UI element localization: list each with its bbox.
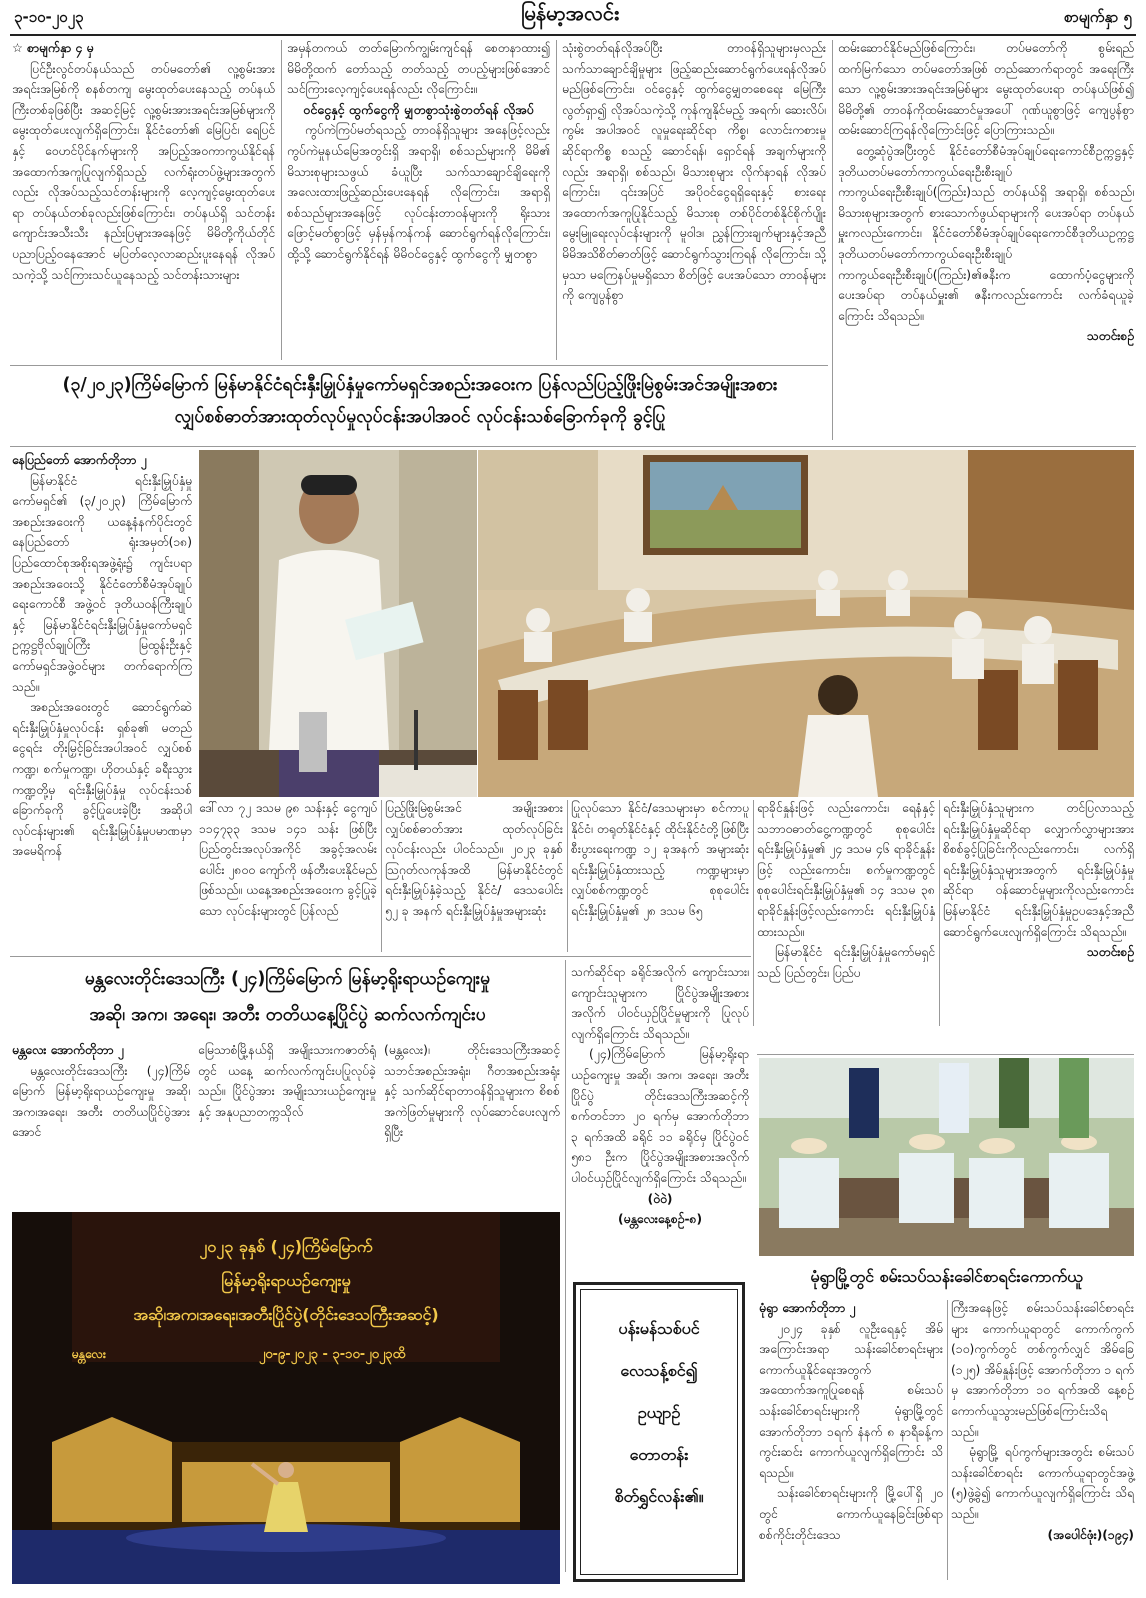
- top-article-col3: [562, 38, 826, 362]
- investment-signature: သတင်းစဉ်: [1086, 945, 1134, 960]
- promo-line4: တောတန်း: [629, 1445, 689, 1464]
- census-text-1: ၂၀၂၄ ခုနှစ် လူဦးရေနှင့် အိမ်အကြောင်းအရာ သန်းခေါင်စာရင်းများ ကောက်ယူနိုင်ရေးအတွက် အထောက်အကူပြုစေရန် စမ်းသပ်သန်းခေါင်စာရင်းများကို မုံရွာမြို့တွင် အောက်တိုဘာ ၁ရက် နံနက် ၈ နာရီခန့်က ကွင်းဆင်း ကောက်ယူလျက်ရှိကြောင်း သိရသည်။: [759, 1321, 943, 1480]
- mandalay-text-1: မန္တလေးတိုင်းဒေသကြီး (၂၄)ကြိမ်မြောက် မြန်မာ့ရိုးရာယဉ်ကျေးမှု အဆို၊အက၊အရေး၊ အတီး တတိယပြိုင်ပွဲအား အောင်: [12, 1063, 190, 1140]
- investment-text-1b: အစည်းအဝေးတွင် ဆောင်ရွက်ဆဲရင်းနှီးမြှုပ်နှံမှုလုပ်ငန်း ရှစ်ခု၏ မတည်ငွေရင်း တိုးမြှင့်ခြင်းအပါအဝင် လျှပ်စစ်ကဏ္ဍ၊ စက်မှုကဏ္ဍ၊ ဟိုတယ်နှင့် ခရီးသွားကဏ္ဍတို့မှ ရင်းနှီးမြှုပ်နှံမှု လုပ်ငန်းသစ်ခြောက်ခုကို ခွင့်ပြုပေးခဲ့ပြီး အဆိုပါလုပ်ငန်းများ၏ ရင်းနှီးမြှုပ်နှံမှုပမာဏမှာ အမေရိကန်: [12, 700, 192, 859]
- investment-text-5: ရာခိုင်နှုန်းဖြင့် လည်းကောင်း၊ ရေနံနှင့် သဘာဝဓာတ်ငွေ့ကဏ္ဍတွင် စုစုပေါင်းရင်းနှီးမြှုပ်နှံမှု၏ ၂၄ ဒသမ ၄၆ ရာခိုင်နှုန်းဖြင့် လည်းကောင်း၊ စက်မှုကဏ္ဍတွင် စုစုပေါင်းရင်းနှီးမြှုပ်နှံမှု၏ ၁၄ ဒသမ ၃၈ ရာခိုင်နှုန်းဖြင့်လည်းကောင်း ရင်းနှီးမြှုပ်နှံထားသည်။: [757, 801, 935, 939]
- investment-dateline: နေပြည်တော် အောက်တိုဘာ ၂: [12, 453, 147, 467]
- census-credit: (အပေါင်ဖုံး)(၁၉၄): [1047, 1527, 1134, 1542]
- promo-line2: လေသန့်စင်၍: [620, 1361, 698, 1380]
- promo-line1: ပန်းမန်သစ်ပင်: [618, 1319, 700, 1338]
- census-text-2: ကြီးအနေဖြင့် စမ်းသပ်သန်းခေါင်စာရင်းများ ကောက်ယူရာတွင် ကောက်ကွက် (၁၀)ကွက်တွင် တစ်ကွက်လျှင် အိမ်ခြေ (၁၂၅) အိမ်နှုန်းဖြင့် အောက်တိုဘာ ၁ ရက်မှ အောက်တိုဘာ ၁၀ ရက်အထိ နေ့စဉ်ကောက်ယူသွားမည်ဖြစ်ကြောင်းသိရသည်။: [951, 1301, 1134, 1439]
- investment-text-6: ရင်းနှီးမြှုပ်နှံသူများက တင်ပြလာသည့် ရင်းနှီးမြှုပ်နှံမှုဆိုင်ရာ လျှောက်လွှာများအား စိစစ်ခွင့်ပြုခြင်းကိုလည်းကောင်း၊ လက်ရှိရင်းနှီးမြှုပ်နှံသူများအတွက် ရင်းနှီးမြှုပ်နှံမှုဆိုင်ရာ ဝန်ဆောင်မှုများကိုလည်းကောင်း မြန်မာနိုင်ငံ ရင်းနှီးမြှုပ်နှံမှုဥပဒေနှင့်အညီ ဆောင်ရွက်ပေးလျက်ရှိကြောင်း သိရသည်။: [943, 801, 1134, 939]
- census-text-1b: သန်းခေါင်စာရင်းများကို မြို့ပေါ်ရှိ ၂၀ တွင် ကောက်ယူနေခြင်းဖြစ်ရာ စစ်ကိုင်းတိုင်းဒေသ: [759, 1486, 943, 1542]
- census-col2: [951, 1298, 1134, 1590]
- investment-col4: [571, 798, 749, 954]
- headline-investment-line1: (၃/၂၀၂၃)ကြိမ်မြောက် မြန်မာနိုင်ငံရင်းနှီးမြှုပ်နှံမှုကော်မရှင်အစည်းအဝေးက ပြန်လည်ပြည့်ဖြိုးမြဲစွမ်းအင်အမျိုးအစား: [62, 375, 778, 395]
- top-article-col1: [12, 38, 275, 362]
- mandalay-col2: [198, 1040, 376, 1176]
- masthead: မြန်မာ့အလင်း: [520, 1, 620, 25]
- investment-text-4: ပြုလုပ်သော နိုင်ငံ/ဒေသများမှာ စင်ကာပူနိုင်ငံ၊ တရုတ်နိုင်ငံနှင့် ထိုင်းနိုင်ငံတို့ဖြစ်ပြီး စီးပွားရေးကဏ္ဍ ၁၂ ခုအနက် အများဆုံး ရင်းနှီးမြှုပ်နှံထားသည့် ကဏ္ဍများမှာ လျှပ်စစ်ကဏ္ဍတွင် စုစုပေါင်း ရင်းနှီးမြှုပ်နှံမှု၏ ၂၈ ဒသမ ၆၅: [571, 801, 749, 918]
- investment-text-2: ဒေါ်လာ ၇၂ ဒသမ ၉၈ သန်းနှင့် ငွေကျပ် ၁၁၄၇၃၃ ဒသမ ၁၄၁ သန်း ဖြစ်ပြီး ပြည်တွင်းအလုပ်အကိုင် အခွင့်အလမ်းပေါင်း ၂၈၀၀ ကျော်ကို ဖန်တီးပေးနိုင်မည်ဖြစ်သည်။ ယနေ့အစည်းအဝေးက ခွင့်ပြုခဲ့သော လုပ်ငန်းများတွင် ပြန်လည်: [199, 801, 377, 918]
- stage-banner-dates: ၂၀-၉-၂၀၂၃ - ၃-၁၀-၂၀၂၃ထိ: [258, 1347, 406, 1362]
- top-article-col2: [287, 38, 550, 362]
- mandalay-text-4b: (၂၄)ကြိမ်မြောက် မြန်မာ့ရိုးရာယဉ်ကျေးမှု အဆို၊ အက၊ အရေး၊ အတီးပြိုင်ပွဲ တိုင်းဒေသကြီးအဆင့်ကို စက်တင်ဘာ ၂၀ ရက်မှ အောက်တိုဘာ ၃ ရက်အထိ ခရိုင် ၁၁ ခရိုင်မှ ပြိုင်ပွဲဝင် ၅၈၁ ဦးက ပြိုင်ပွဲအမျိုးအစားအလိုက် ပါဝင်ယှဉ်ပြိုင်လျက်ရှိကြောင်း သိရသည်။: [571, 1047, 749, 1185]
- stage-banner-place: မန္တလေး: [72, 1347, 106, 1361]
- census-col1: [759, 1298, 943, 1590]
- top-article-text-1: ပြင်ဦးလွင်တပ်နယ်သည် တပ်မတော်၏ လူ့စွမ်းအားအရင်းအမြစ်ကို စနစ်တကျ မွေးထုတ်ပေးနေသည့် တပ်နယ်ကြီးတစ်ခုဖြစ်ပြီး အဆင့်မြင့် လူ့စွမ်းအားအရင်းအမြစ်များကို မွေးထုတ်ပေးလျက်ရှိကြောင်း၊ နိုင်ငံတော်၏ မြေပြင်၊ ရေပြင်နှင့် ဝေဟင်ပိုင်နက်များကို အပြည့်အဝကာကွယ်နိုင်ရန် အထောက်အကူပြုလျက်ရှိသည့် လက်ရုံးတပ်ဖွဲ့များအတွက်လည်း လိုအပ်သည့်သင်တန်းများကို လေ့ကျင့်မွေးထုတ်ပေးရာ တပ်နယ်တစ်ခုလည်းဖြစ်ကြောင်း၊ တပ်နယ်ရှိ သင်တန်းကျောင်းအသီးသီး နည်းပြများအနေဖြင့် မိမိတို့ကိုယ်တိုင် ပညာပြည့်ဝနေအောင် မပြတ်လေ့လာဆည်းပူးနေရန် လိုအပ်သကဲ့သို့ သင်ကြားသင်ယူနေသည့် သင်တန်းသားများ: [12, 61, 275, 282]
- header-page: စာမျက်နှာ ၅: [1064, 8, 1132, 26]
- mandalay-col4: [571, 962, 749, 1272]
- stage-banner-line3: အဆို၊အက၊အရေး၊အတီးပြိုင်ပွဲ(တိုင်းဒေသကြီးအဆင့်): [133, 1305, 439, 1324]
- investment-col6: [943, 798, 1134, 1030]
- photo-stage-performance: [12, 1212, 560, 1584]
- promo-line5: စိတ်ရွှင်လန်း၏။: [614, 1487, 704, 1506]
- top-article-signature: သတင်းစဉ်: [1086, 329, 1134, 344]
- stage-banner-line1: ၂၀၂၃ ခုနှစ် (၂၄)ကြိမ်မြောက်: [199, 1237, 373, 1256]
- mandalay-dateline: မန္တလေး အောက်တိုဘာ ၂: [12, 1043, 124, 1057]
- headline-mandalay-line1: မန္တလေးတိုင်းဒေသကြီး (၂၄)ကြိမ်မြောက် မြန်မာ့ရိုးရာယဉ်ကျေးမှု: [84, 969, 491, 989]
- stage-banner-line2: မြန်မာ့ရိုးရာယဉ်ကျေးမှု: [221, 1271, 351, 1290]
- census-text-2b: မုံရွာမြို့ ရပ်ကွက်များအတွင်း စမ်းသပ်သန်းခေါင်စာရင်း ကောက်ယူရာတွင်အဖွဲ့ (၅)ဖွဲ့ခွဲ၍ ကောက်ယူလျက်ရှိကြောင်း သိရသည်။: [951, 1445, 1134, 1521]
- investment-col1: [12, 450, 192, 859]
- top-article-col4: [838, 38, 1134, 444]
- header: [0, 0, 1146, 34]
- top-article-text-2a: အမှန်တကယ် တတ်မြောက်ကျွမ်းကျင်ရန် စေတနာထား၍ မိမိတို့ထက် တော်သည့် တတ်သည့် တပည့်များဖြစ်အောင် သင်ကြားလေ့ကျင့်ပေးရန်လည်း လိုကြောင်း။: [287, 41, 550, 97]
- continued-marker: ☆ စာမျက်နှာ ၄ မှ: [12, 41, 94, 55]
- header-rule: [10, 34, 1136, 36]
- mandalay-col3: [384, 1040, 560, 1176]
- investment-text-3: ပြည့်ဖြိုးမြဲစွမ်းအင် အမျိုးအစား လျှပ်စစ်ဓာတ်အား ထုတ်လုပ်ခြင်း လုပ်ငန်းလည်း ပါဝင်သည်။ ၂၀၂၃ ခုနှစ် ဩဂုတ်လကုန်အထိ မြန်မာနိုင်ငံတွင် ရင်းနှီးမြှုပ်နှံခဲ့သည့် နိုင်ငံ/ ဒေသပေါင်း ၅၂ ခု အနက် ရင်းနှီးမြှုပ်နှံမှုအများဆုံး: [385, 801, 563, 918]
- headline-census: မုံရွာမြို့တွင် စမ်းသပ်သန်းခေါင်စာရင်းကောက်ယူ: [810, 1267, 1083, 1286]
- top-article-text-3: သုံးစွဲတတ်ရန်လိုအပ်ပြီး တာဝန်ရှိသူများမှလည်း သက်သာချောင်ချိမှုများ ဖြည့်ဆည်းဆောင်ရွက်ပေးရန်လိုအပ်မည်ဖြစ်ကြောင်း၊ ဝင်ငွေနှင့် ထွက်ငွေမျှတစေရေး မြေကြီးလွတ်ရှာ၍ လိုအပ်သကဲ့သို့ ကုန်ကျနိုင်မည့် အရက်၊ ဆေးလိပ်၊ ကွမ်း အပါအဝင် လူမှုရေးဆိုင်ရာ ကိစ္စ၊ လောင်းကစားမှုဆိုင်ရာကိစ္စ စသည့် ဆောင်ရန်၊ ရှောင်ရန် အချက်များကိုလည်း အရာရှိ၊ စစ်သည်၊ မိသားစုများ လိုက်နာရန် လိုအပ်ကြောင်း၊ ၎င်းအပြင် အပိုဝင်ငွေရရှိရေးနှင့် စားရေးအထောက်အကူပြုနိုင်သည့် မိသားစု တစ်ပိုင်တစ်နိုင်စိုက်ပျိုးမွေးမြူရေးလုပ်ငန်းများကို မူဝါဒ၊ ညွှန်ကြားချက်များနှင့်အညီ မိမိအသိစိတ်ဓာတ်ဖြင့် ဆောင်ရွက်သွားကြရန် လိုကြောင်း၊ သို့မှသာ မကြေနပ်မှုမရှိသော စိတ်ဖြင့် ပေးအပ်သော တာဝန်များကို ကျေပွန်စွာ: [562, 41, 826, 303]
- photo-commission-chair: [199, 450, 477, 797]
- headline-investment-line2: လျှပ်စစ်ဓာတ်အားထုတ်လုပ်မှုလုပ်ငန်းအပါအဝင် လုပ်ငန်းသစ်ခြောက်ခုကို ခွင့်ပြု: [174, 407, 666, 427]
- top-article-text-2b: ကွပ်ကဲကြပ်မတ်ရသည့် တာဝန်ရှိသူများ အနေဖြင့်လည်း ကွပ်ကဲမှုနယ်မြေအတွင်းရှိ အရာရှိ၊ စစ်သည်များကို မိမိ၏ မိသားစုများသဖွယ် ခံယူပြီး သက်သာချောင်ချိရေးကို အလေးထားဖြည့်ဆည်းပေးနေရန် လိုကြောင်း၊ အရာရှိ စစ်သည်များအနေဖြင့် လုပ်ငန်းတာဝန်များကို ရိုးသားဖြောင့်မတ်စွာဖြင့် မှန်မှန်ကန်ကန် ဆောင်ရွက်ရန်လိုကြောင်း၊ ထို့သို့ ဆောင်ရွက်နိုင်ရန် မိမိဝင်ငွေနှင့် ထွက်ငွေကို မျှတစွာ: [287, 123, 550, 261]
- investment-text-1a: မြန်မာနိုင်ငံ ရင်းနှီးမြှုပ်နှံမှုကော်မရှင်၏ (၃/၂၀၂၃) ကြိမ်မြောက်အစည်းအဝေးကို ယနေ့နံနက်ပိုင်းတွင် နေပြည်တော် ရုံးအမှတ်(၁၈) ပြည်ထောင်စုအစိုးရအဖွဲ့ရုံး၌ ကျင်းပရာ အစည်းအဝေးသို့ နိုင်ငံတော်စီမံအုပ်ချုပ်ရေးကောင်စီ အဖွဲ့ဝင် ဒုတိယဝန်ကြီးချုပ်နှင့် မြန်မာနိုင်ငံရင်းနှီးမြှုပ်နှံမှုကော်မရှင် ဥက္ကဋ္ဌဗိုလ်ချုပ်ကြီး မြထွန်းဦးနှင့် ကော်မရှင်အဖွဲ့ဝင်များ တက်ရောက်ကြသည်။: [12, 473, 192, 694]
- mandalay-credit-1: (ဝဲဝဲ): [647, 1191, 673, 1206]
- photo-census-trial: [759, 1058, 1134, 1256]
- investment-text-5b: မြန်မာနိုင်ငံ ရင်းနှီးမြှုပ်နှံမှုကော်မရှင်သည် ပြည်တွင်း၊ ပြည်ပ: [757, 945, 935, 980]
- promo-box: [573, 1282, 745, 1582]
- photo-commission-meeting: [478, 450, 1134, 797]
- mandalay-text-4a: သက်ဆိုင်ရာ ခရိုင်အလိုက် ကျောင်းသား၊ ကျောင်းသူများက ပြိုင်ပွဲအမျိုးအစားအလိုက် ပါဝင်ယှဉ်ပြိုင်မှုများကို ပြုလုပ်လျက်ရှိကြောင်း သိရသည်။: [571, 965, 749, 1041]
- mandalay-credit-2: (မန္တလေးနေ့စဉ်-၈): [617, 1212, 703, 1227]
- header-date: ၃-၁၀-၂၀၂၃: [14, 8, 84, 26]
- investment-col2: [199, 798, 377, 954]
- investment-col5: [757, 798, 935, 1028]
- top-article-subheading: ဝင်ငွေနှင့် ထွက်ငွေကို မျှတစွာသုံးစွဲတတ်ရန် လိုအပ်: [303, 101, 534, 117]
- top-article-text-4a: ထမ်းဆောင်နိုင်မည်ဖြစ်ကြောင်း၊ တပ်မတော်ကို စွမ်းရည်ထက်မြက်သော တပ်မတော်အဖြစ် တည်ဆောက်ရာတွင် အရေးကြီးသော လူ့စွမ်းအားအရင်းအမြစ်များ မွေးထုတ်ပေးရာ တပ်နယ်ဖြစ်၍ မိမိတို့၏ တာဝန်ကိုထမ်းဆောင်မှုအပေါ် ဂုဏ်ယူစွာဖြင့် ကျေပွန်စွာထမ်းဆောင်ကြရန်လိုကြောင်းဖြင့် ပြောကြားသည်။: [838, 41, 1134, 138]
- mandalay-text-3: (မန္တလေး)၊ တိုင်းဒေသကြီးအဆင့် သဘင်အစည်းအရုံး၊ ဂီတအစည်းအရုံးနှင့် သက်ဆိုင်ရာတာဝန်ရှိသူများက စိစစ်အကဲဖြတ်မှုများကို လုပ်ဆောင်ပေးလျက်ရှိပြီး: [384, 1043, 560, 1140]
- mandalay-col1: [12, 1040, 190, 1176]
- investment-col3: [385, 798, 563, 954]
- mandalay-text-2: မြေသာစံမြို့နယ်ရှိ အမျိုးသားကဇာတ်ရုံတွင် ယနေ့ ဆက်လက်ကျင်းပပြုလုပ်ခဲ့သည်။ ပြိုင်ပွဲအား အမျိုးသားယဉ်ကျေးမှုနှင့် အနုပညာတက္ကသိုလ်: [198, 1043, 376, 1119]
- top-article-text-4b: တွေ့ဆုံပွဲအပြီးတွင် နိုင်ငံတော်စီမံအုပ်ချုပ်ရေးကောင်စီဥက္ကဋ္ဌနှင့် ဒုတိယတပ်မတော်ကာကွယ်ရေးဦးစီးချုပ် ကာကွယ်ရေးဦးစီးချုပ်(ကြည်း)သည် တပ်နယ်ရှိ အရာရှိ၊ စစ်သည်၊ မိသားစုများအတွက် စားသောက်ဖွယ်ရာများကို ပေးအပ်ရာ တပ်နယ်မှူးကလည်းကောင်း၊ နိုင်ငံတော်စီမံအုပ်ချုပ်ရေးကောင်စီဒုတိယဥက္ကဋ္ဌ ဒုတိယတပ်မတော်ကာကွယ်ရေးဦးစီးချုပ် ကာကွယ်ရေးဦးစီးချုပ်(ကြည်း)၏ဇနီးက ထောက်ပံ့ငွေများကို ပေးအပ်ရာ တပ်နယ်မှူး၏ ဇနီးကလည်းကောင်း လက်ခံရယူခဲ့ကြောင်း သိရသည်။: [838, 143, 1134, 323]
- promo-line3: ဥယျာဉ်: [637, 1403, 681, 1422]
- headline-mandalay-line2: အဆို၊ အက၊ အရေး၊ အတီး တတိယနေ့ပြိုင်ပွဲ ဆက်လက်ကျင်းပ: [89, 1005, 486, 1025]
- census-dateline: မုံရွာ အောက်တိုဘာ ၂: [759, 1301, 856, 1315]
